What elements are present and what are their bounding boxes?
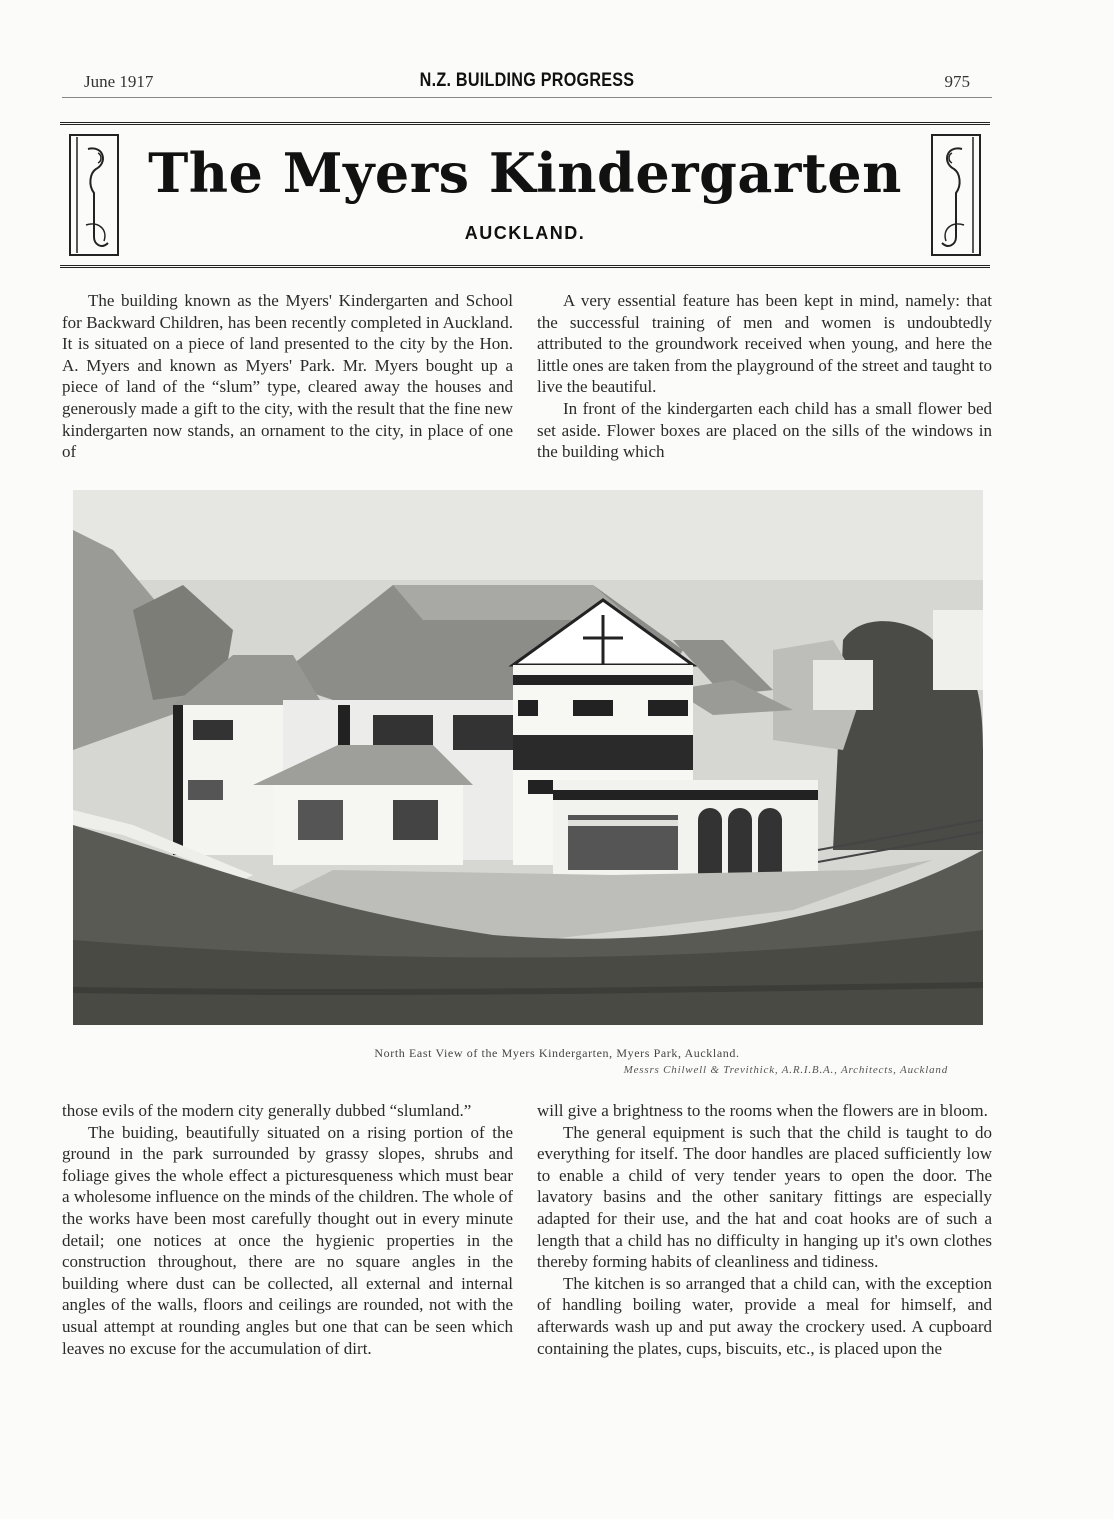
photo-caption: North East View of the Myers Kindergarten, Myers Park, Auckland. [374,1046,740,1060]
paragraph: The kitchen is so arranged that a child can, with the exception of handling boiling water, provide a meal for himself, and afterwards wash up and put away the crockery used. A cupboard containing the plates, cups, biscuits, etc., is placed upon the [537,1273,992,1358]
article-title: The Myers Kindergarten [148,141,902,205]
paragraph: The general equipment is such that the child is taught to do everything for itself. The door handles are placed sufficiently low to enable a child of very tender years to open the door. The lavatory basins and the other sanitary fittings are especially adapted for their use, and the hat and coat hooks are of such a length that a child has no difficulty in hanging up it's own clothes thereby forming habits of cleanliness and tidiness. [537,1122,992,1272]
header-rule [62,97,992,98]
architect-credit: Messrs Chilwell & Trevithick, A.R.I.B.A., Architects, Auckland [623,1064,948,1076]
column-top-left [62,290,513,480]
column-top-right [537,290,992,480]
paragraph: The buiding, beautifully situated on a rising portion of the ground in the park surrounded by grassy slopes, shrubs and foliage gives the whole effect a picturesqueness which must bear a wholesome influence on the minds of the children. The whole of the works have been most carefully thought out in every minute detail; one notices at once the hygienic properties in the construction throughout, there are no square angles in the building where dust can be collected, all external and internal angles of the walls, floors and ceilings are rounded, not with the usual attempt at rounding angles but one that can be seen which leaves no excuse for the accumulation of dirt. [62,1122,513,1358]
running-head [62,70,992,100]
paragraph: will give a brightness to the rooms when the flowers are in bloom. [537,1101,988,1120]
paragraph: In front of the kindergarten each child has a small flower bed set aside. Flower boxes are placed on the sills of the windows in the building which [537,398,992,462]
paragraph: those evils of the modern city generally dubbed “slumland.” [62,1101,472,1120]
column-bottom-left [62,1100,513,1430]
title-frame [60,122,990,268]
article-subtitle: AUCKLAND. [464,223,586,243]
paragraph: A very essential feature has been kept in mind, namely: that the successful training of men and women is undoubtedly attributed to the groundwork received when young, and here the little ones are taken from the playground of the street and taught to live the beautiful. [537,291,992,397]
column-bottom-right [537,1100,992,1430]
issue-date: June 1917 [84,72,154,91]
paragraph: The building known as the Myers' Kindergarten and School for Backward Children, has been recently completed in Auckland. It is situated on a piece of land presented to the city by the Hon. A. Myers and known as Myers' Park. Mr. Myers bought up a piece of land of the “slum” type, cleared away the houses and generously made a gift to the city, with the result that the fine new kindergarten now stands, an ornament to the city, in place of one of [62,291,513,462]
building-photograph [73,490,983,1025]
page-number: 975 [944,72,970,91]
journal-name: N.Z. BUILDING PROGRESS [419,70,635,91]
